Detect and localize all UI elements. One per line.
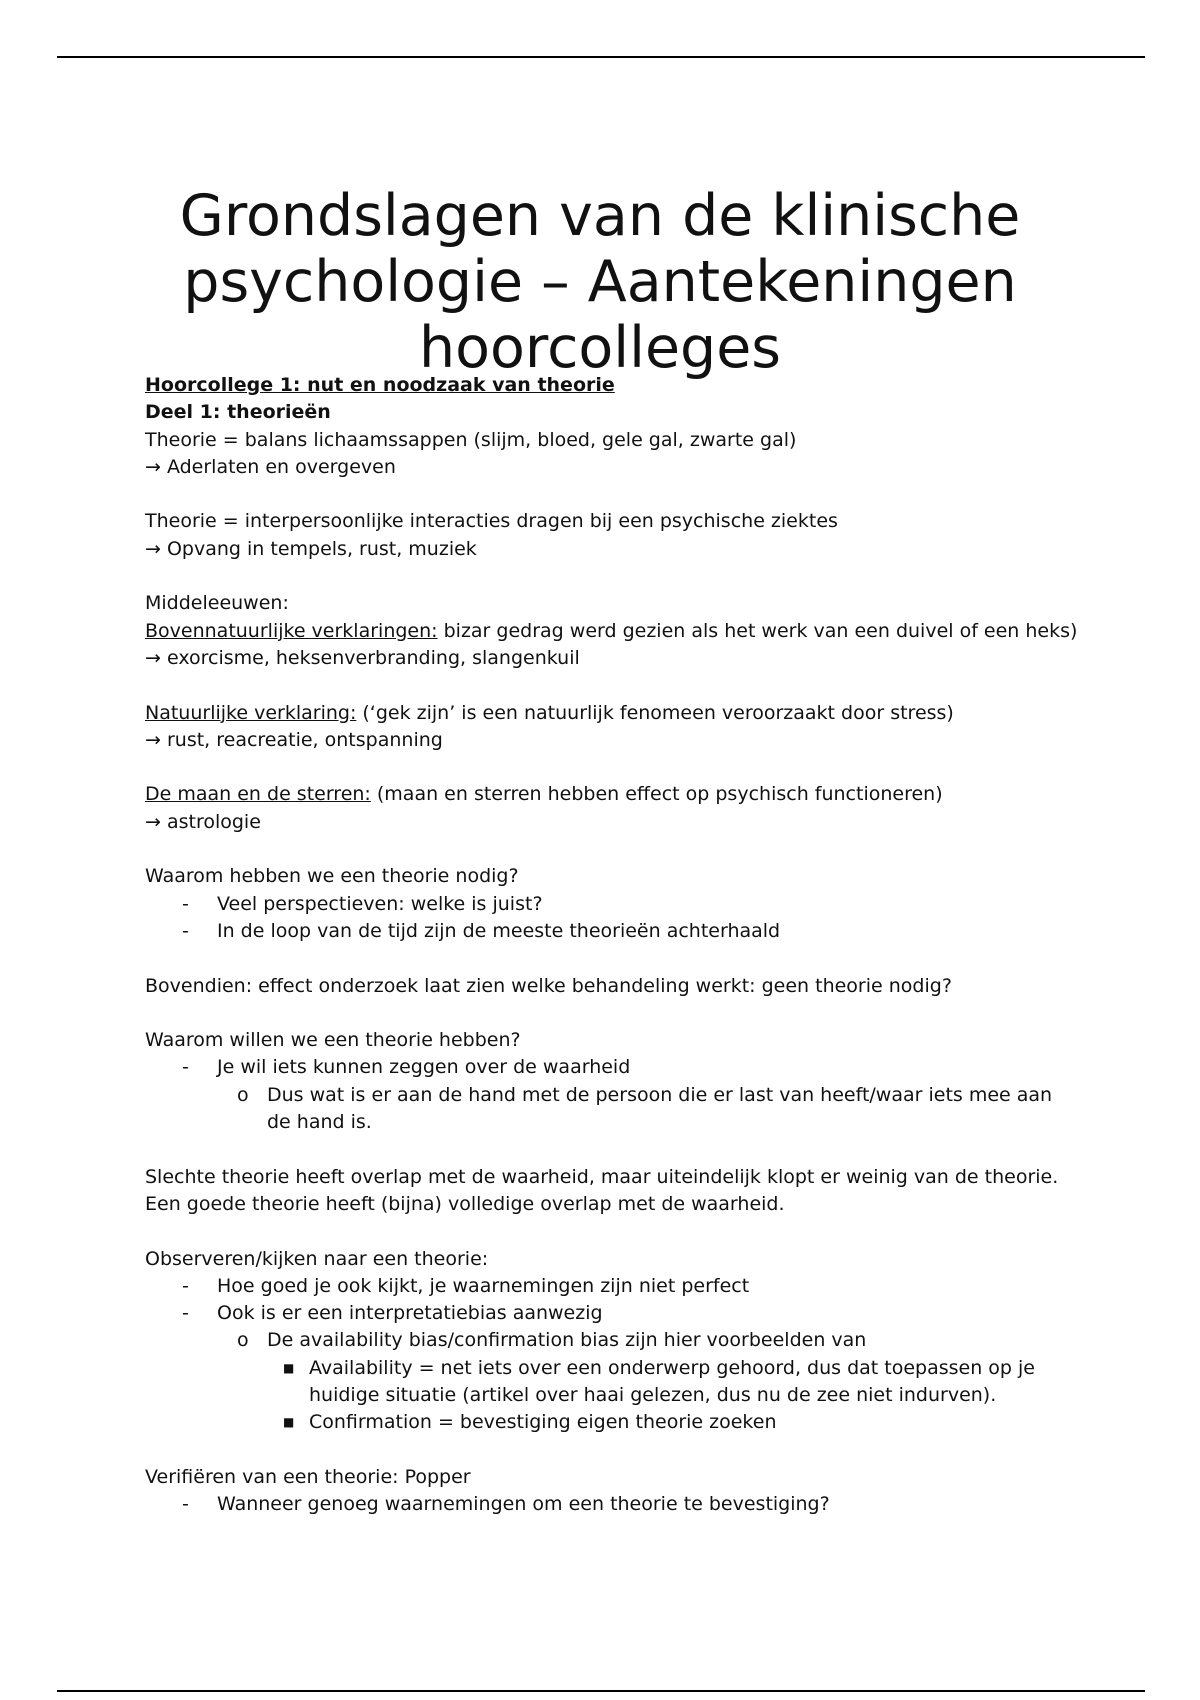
term-text: (maan en sterren hebben effect op psychisch functioneren) bbox=[370, 783, 943, 806]
dash-marker: - bbox=[182, 1493, 189, 1516]
list-item bbox=[145, 1491, 1065, 1518]
bottom-rule bbox=[57, 1690, 1145, 1692]
sub-list bbox=[217, 1327, 1065, 1436]
paragraph-line: Waarom willen we een theorie hebben? bbox=[145, 1029, 521, 1052]
paragraph-line: Theorie = interpersoonlijke interacties dragen bij een psychische ziektes bbox=[145, 510, 838, 533]
term-label: Natuurlijke verklaring: bbox=[145, 701, 357, 724]
square-marker: ■ bbox=[283, 1415, 295, 1430]
dash-marker: - bbox=[182, 892, 189, 915]
lecture-heading: Hoorcollege 1: nut en noodzaak van theorie bbox=[145, 374, 615, 396]
list-item-text: Hoe goed je ook kijkt, je waarnemingen zijn niet perfect bbox=[217, 1274, 750, 1297]
part-heading: Deel 1: theorieën bbox=[145, 401, 331, 424]
square-marker: ■ bbox=[283, 1360, 295, 1375]
bullet-list bbox=[145, 1491, 1065, 1518]
list-item-text: In de loop van de tijd zijn de meeste theorieën achterhaald bbox=[217, 919, 781, 942]
paragraph-text: Slechte theorie heeft overlap met de waarheid, maar uiteindelijk klopt er weinig van de theorie. Een goede theorie heeft (bijna) volledige overlap met de waarheid. bbox=[145, 1165, 1059, 1215]
list-item bbox=[267, 1409, 1065, 1436]
dash-marker: - bbox=[182, 1274, 189, 1297]
paragraph-line: → Aderlaten en overgeven bbox=[145, 455, 396, 478]
paragraph-line: → astrologie bbox=[145, 810, 261, 833]
paragraph-line: Waarom hebben we een theorie nodig? bbox=[145, 865, 519, 888]
list-item bbox=[217, 1082, 1065, 1137]
list-item-text: Confirmation = bevestiging eigen theorie zoeken bbox=[309, 1411, 777, 1434]
dash-marker: - bbox=[182, 1302, 189, 1325]
paragraph-line: Middeleeuwen: bbox=[145, 592, 289, 615]
top-rule bbox=[57, 56, 1145, 58]
dash-marker: - bbox=[182, 1056, 189, 1079]
page-title: Grondslagen van de klinische psychologie – Aantekeningen hoorcolleges bbox=[179, 183, 1021, 382]
circle-marker: o bbox=[237, 1083, 249, 1106]
sub-sub-list bbox=[267, 1355, 1065, 1437]
sub-list bbox=[217, 1082, 1065, 1137]
bullet-list bbox=[145, 1054, 1065, 1136]
list-item-text: Je wil iets kunnen zeggen over de waarheid bbox=[217, 1056, 631, 1079]
document-body bbox=[145, 372, 1078, 1518]
list-item-text: Ook is er een interpretatiebias aanwezig bbox=[217, 1302, 603, 1325]
paragraph-line bbox=[145, 781, 1065, 808]
paragraph-line: Verifiëren van een theorie: Popper bbox=[145, 1465, 471, 1488]
list-item bbox=[145, 918, 1065, 945]
list-item bbox=[145, 1300, 1065, 1436]
paragraph-line bbox=[145, 700, 1065, 727]
list-item bbox=[145, 1273, 1065, 1300]
list-item bbox=[145, 891, 1065, 918]
term-label: Bovennatuurlijke verklaringen: bbox=[145, 619, 438, 642]
circle-marker: o bbox=[237, 1329, 249, 1352]
list-item bbox=[145, 1054, 1065, 1136]
paragraph-line: → exorcisme, heksenverbranding, slangenkuil bbox=[145, 646, 580, 669]
paragraph-line: Observeren/kijken naar een theorie: bbox=[145, 1247, 489, 1270]
paragraph-line bbox=[145, 618, 1078, 645]
list-item-text: Wanneer genoeg waarnemingen om een theorie te bevestiging? bbox=[217, 1493, 830, 1516]
term-label: De maan en de sterren: bbox=[145, 783, 371, 806]
list-item bbox=[217, 1327, 1065, 1436]
paragraph-line: Theorie = balans lichaamssappen (slijm, bloed, gele gal, zwarte gal) bbox=[145, 428, 797, 451]
paragraph-line: → rust, reacreatie, ontspanning bbox=[145, 728, 443, 751]
term-text: bizar gedrag werd gezien als het werk van een duivel of een heks) bbox=[437, 619, 1078, 642]
term-text: (‘gek zijn’ is een natuurlijk fenomeen veroorzaakt door stress) bbox=[356, 701, 954, 724]
list-item-text: Availability = net iets over een onderwerp gehoord, dus dat toepassen op je huidige situatie (artikel over haai gelezen, dus nu de zee niet indurven). bbox=[309, 1356, 1035, 1406]
dash-marker: - bbox=[182, 919, 189, 942]
bullet-list bbox=[145, 891, 1065, 946]
paragraph-line: Bovendien: effect onderzoek laat zien welke behandeling werkt: geen theorie nodig? bbox=[145, 974, 952, 997]
list-item-text: Veel perspectieven: welke is juist? bbox=[217, 892, 543, 915]
list-item-text: De availability bias/confirmation bias zijn hier voorbeelden van bbox=[267, 1329, 867, 1352]
list-item-text: Dus wat is er aan de hand met de persoon die er last van heeft/waar iets mee aan de hand is. bbox=[267, 1083, 1053, 1134]
bullet-list bbox=[145, 1273, 1065, 1437]
paragraph-line: → Opvang in tempels, rust, muziek bbox=[145, 537, 477, 560]
list-item bbox=[267, 1355, 1065, 1410]
